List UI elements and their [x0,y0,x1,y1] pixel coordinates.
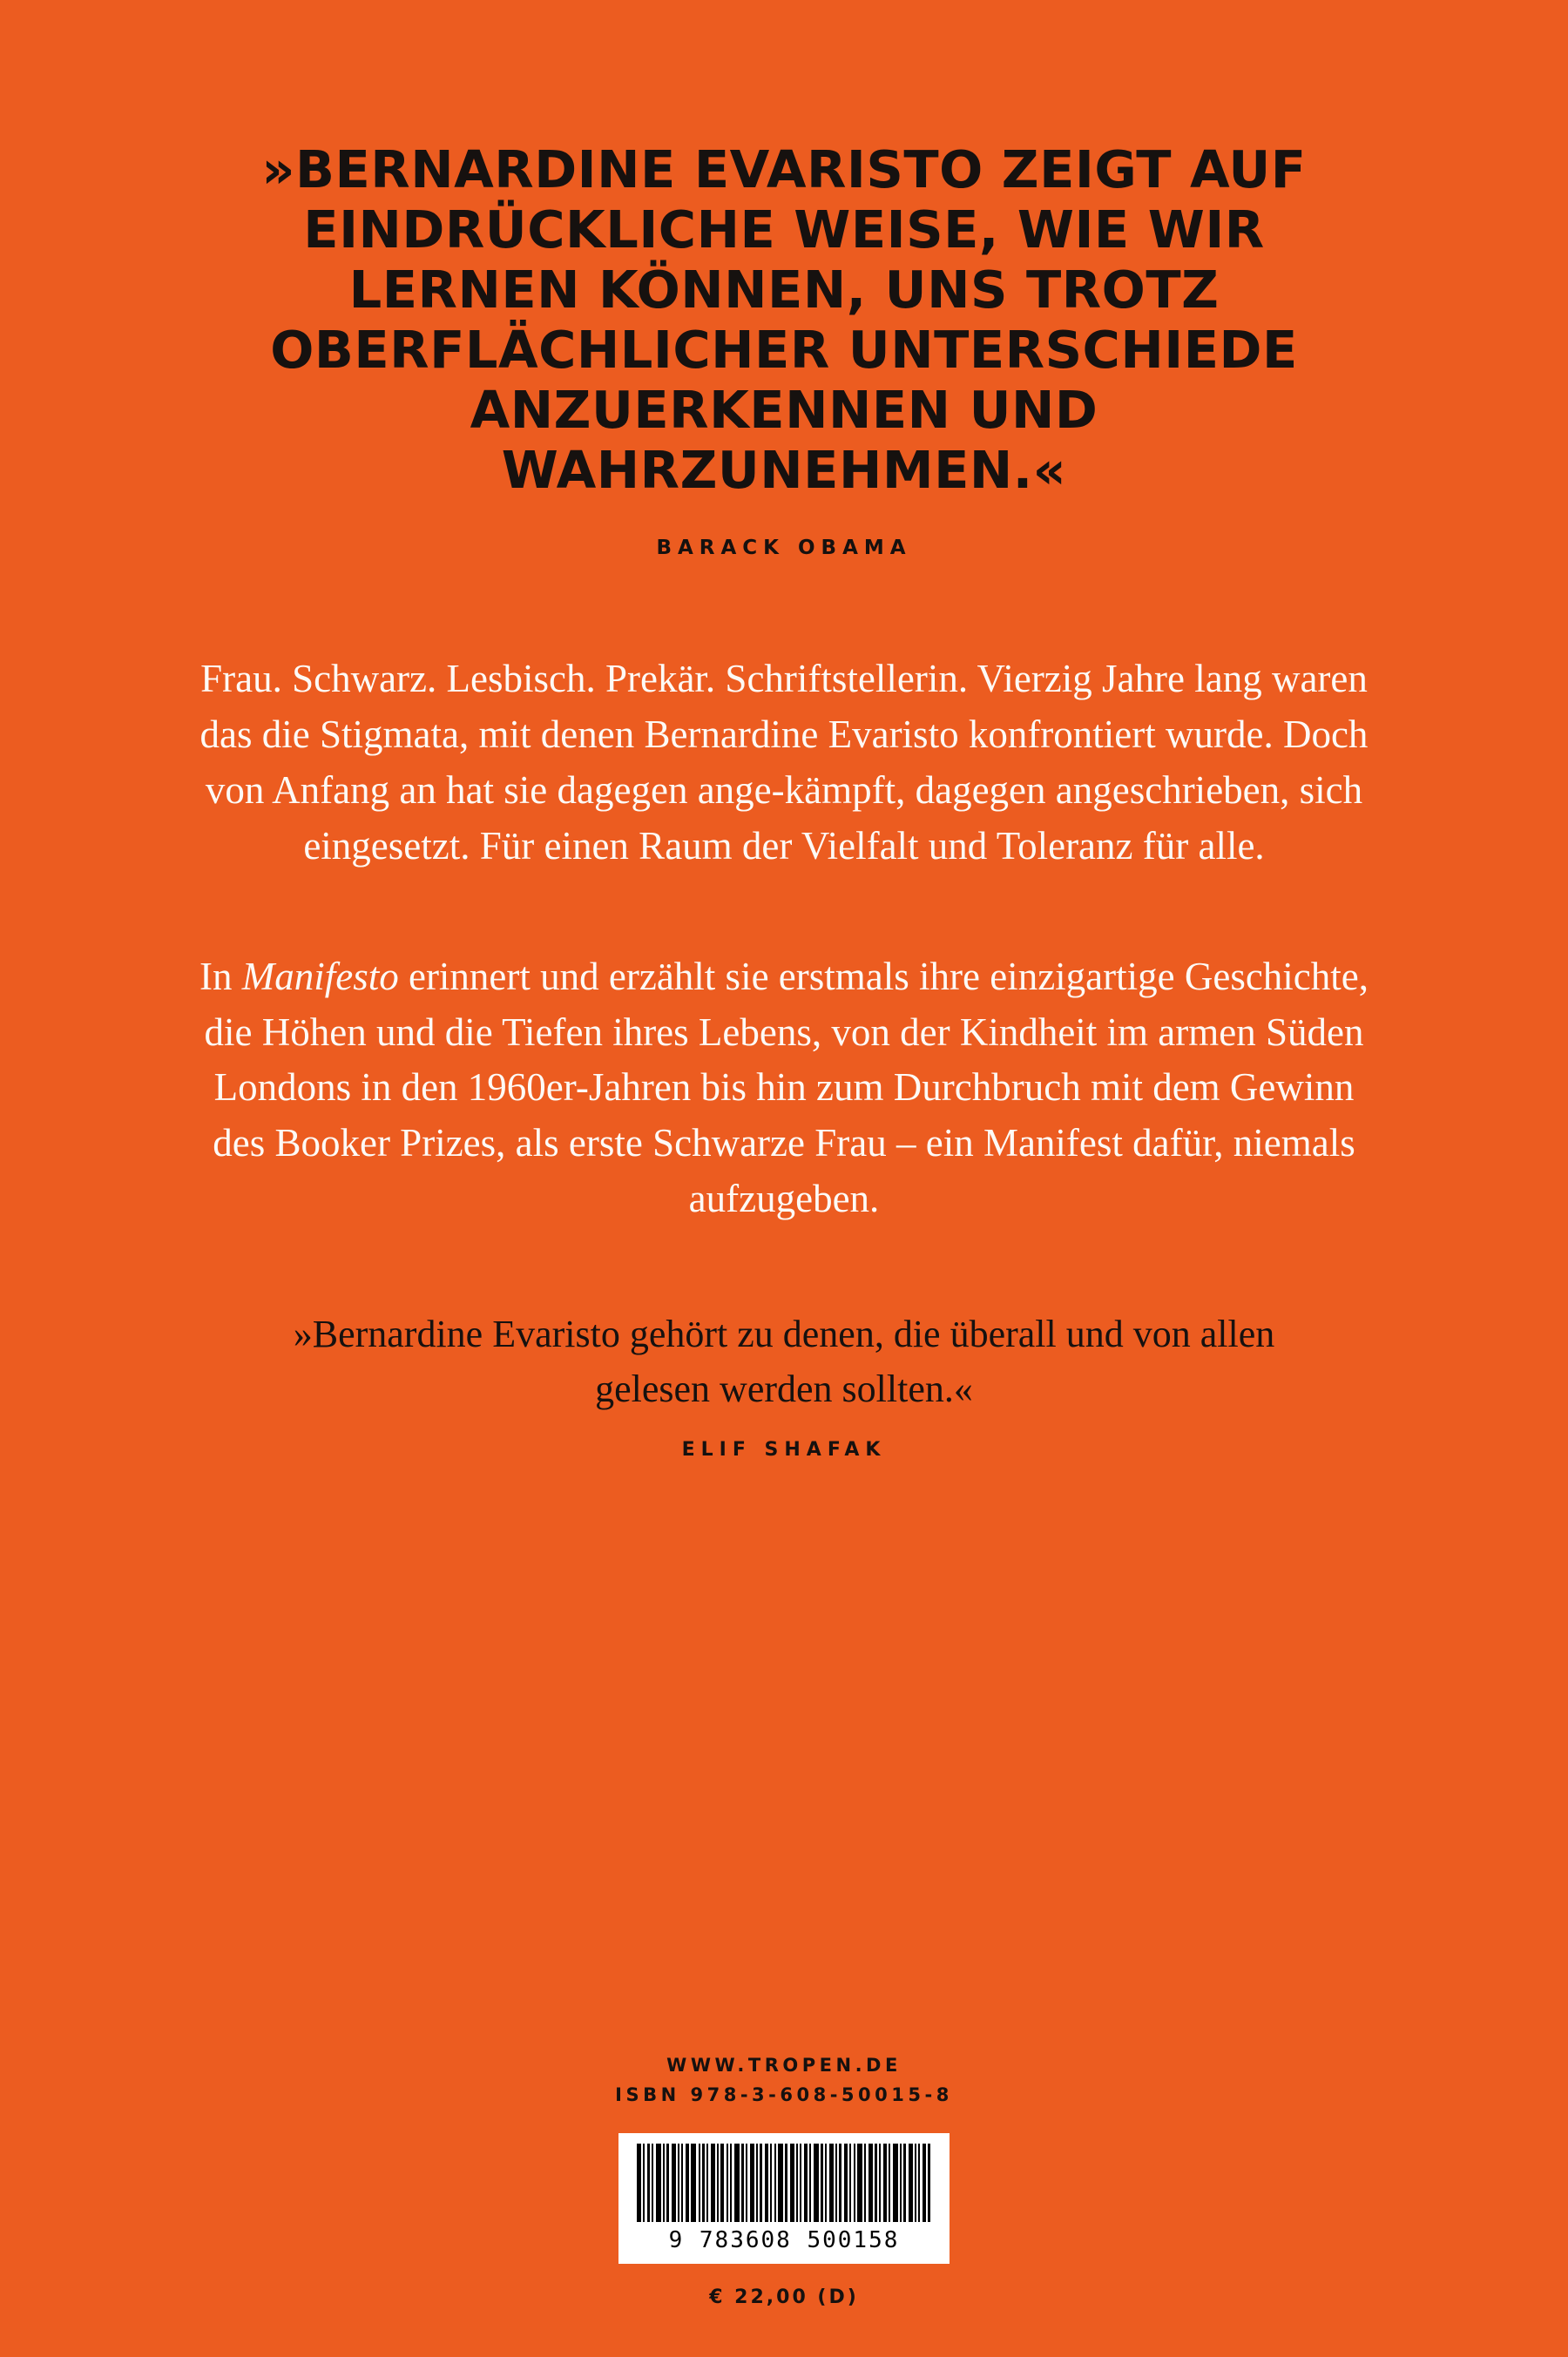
blurb-paragraph-1: Frau. Schwarz. Lesbisch. Prekär. Schriftstellerin. Vierzig Jahre lang waren das die Stigmata, mit denen Bernardine Evaristo konfrontiert wurde. Doch von Anfang an hat sie dagegen ange-kämpft, dagegen angeschrieben, sich eingesetzt. Für einen Raum der Vielfalt und Toleranz für alle. [199,657,1369,868]
bottom-endorsement-quote: »Bernardine Evaristo gehört zu denen, die überall und von allen gelesen werden sollten.« [293,1313,1275,1410]
bottom-endorsement-attribution: ELIF SHAFAK [681,1439,887,1462]
barcode [618,2133,950,2264]
price-label: € 22,00 (D) [709,2286,859,2308]
top-endorsement-attribution: BARACK OBAMA [656,537,912,560]
blurb-paragraph-2 [183,949,1385,1227]
barcode-bars [637,2144,931,2222]
book-title-manifesto: Manifesto [241,954,399,998]
cover-footer [0,2055,1568,2308]
publisher-website[interactable]: WWW.TROPEN.DE [666,2055,902,2076]
barcode-number: 9 783608 500158 [668,2227,900,2253]
blurb-paragraph-2-before: In [199,954,242,998]
blurb-paragraph-2-after: erinnert und erzählt sie erstmals ihre einzigartige Geschichte, die Höhen und die Tiefen ihres Lebens, von der Kindheit im armen Süden Londons in den 1960er-Jahren bis hin zum Durchbruch mit dem Gewinn des Booker Prizes, als erste Schwarze Frau – ein Manifest dafür, niemals aufzugeben. [204,954,1369,1221]
isbn-line: ISBN 978-3-608-50015-8 [615,2084,953,2105]
top-endorsement-quote: »BERNARDINE EVARISTO ZEIGT AUF EINDRÜCKLICHE WEISE, WIE WIR LERNEN KÖNNEN, UNS TROTZ OBERFLÄCHLICHER UNTERSCHIEDE ANZUERKENNEN UND WAHRZUNEHMEN.« [261,139,1307,501]
